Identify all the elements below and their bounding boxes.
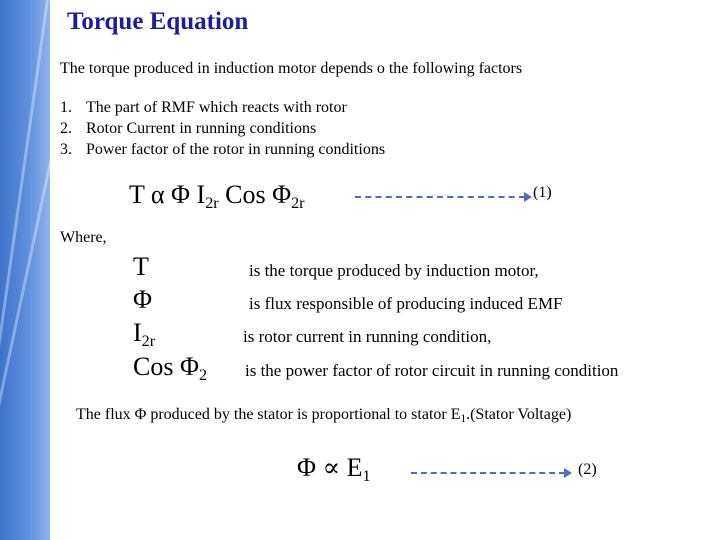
symbol-subscript: 2 [198,367,208,385]
symbol-text: Cos Φ [133,352,199,381]
where-label: Where, [60,229,107,246]
definition-power-factor: is the power factor of rotor circuit in running condition [245,361,619,380]
definition-torque: is the torque produced by induction motor, [249,261,539,280]
equation-number: (2) [578,461,597,478]
symbol-text: I [133,318,142,347]
dashed-arrow-line [355,196,525,198]
list-text: The part of RMF which reacts with rotor [86,99,347,116]
flux-statement-tail: .(Stator Voltage) [466,406,572,423]
intro-text: The torque produced in induction motor depends o the following factors [60,60,523,77]
arrowhead-icon [524,192,532,202]
list-item [60,118,385,139]
equation-lhs: T α Φ I [129,180,206,209]
symbol-torque [133,252,149,282]
flux-statement [76,406,571,425]
equation-lhs: Φ ∝ E [297,453,363,482]
slide-content [50,0,720,540]
symbol-text: T [133,252,149,281]
factor-list [60,97,385,160]
equation-subscript: 2r [291,195,305,213]
equation-number: (1) [533,184,552,201]
flux-subscript: 1 [460,412,467,425]
list-text: Rotor Current in running conditions [86,120,317,137]
definition-rotor-current: is rotor current in running condition, [243,327,492,346]
equation-cos-term: Cos Φ [218,180,292,209]
arrowhead-icon [564,468,572,478]
equation-subscript: 1 [362,468,371,486]
equation-subscript: 2r [205,195,219,213]
list-item [60,139,385,160]
list-item [60,97,385,118]
symbol-text: Φ [133,285,153,314]
flux-equation [297,453,371,486]
list-number: 2. [60,120,72,137]
flux-statement-text: The flux Φ produced by the stator is proportional to stator E [76,406,461,423]
symbol-subscript: 2r [141,333,156,351]
list-number: 1. [60,99,72,116]
list-number: 3. [60,141,72,158]
torque-equation [129,180,305,213]
dashed-arrow-line [411,472,565,474]
symbol-power-factor [133,352,207,385]
slide-title: Torque Equation [67,8,249,35]
symbol-rotor-current [133,318,155,351]
decorative-side-band [0,0,50,540]
list-text: Power factor of the rotor in running conditions [86,141,386,158]
symbol-flux [133,285,152,315]
definition-flux: is flux responsible of producing induced EMF [249,294,563,313]
